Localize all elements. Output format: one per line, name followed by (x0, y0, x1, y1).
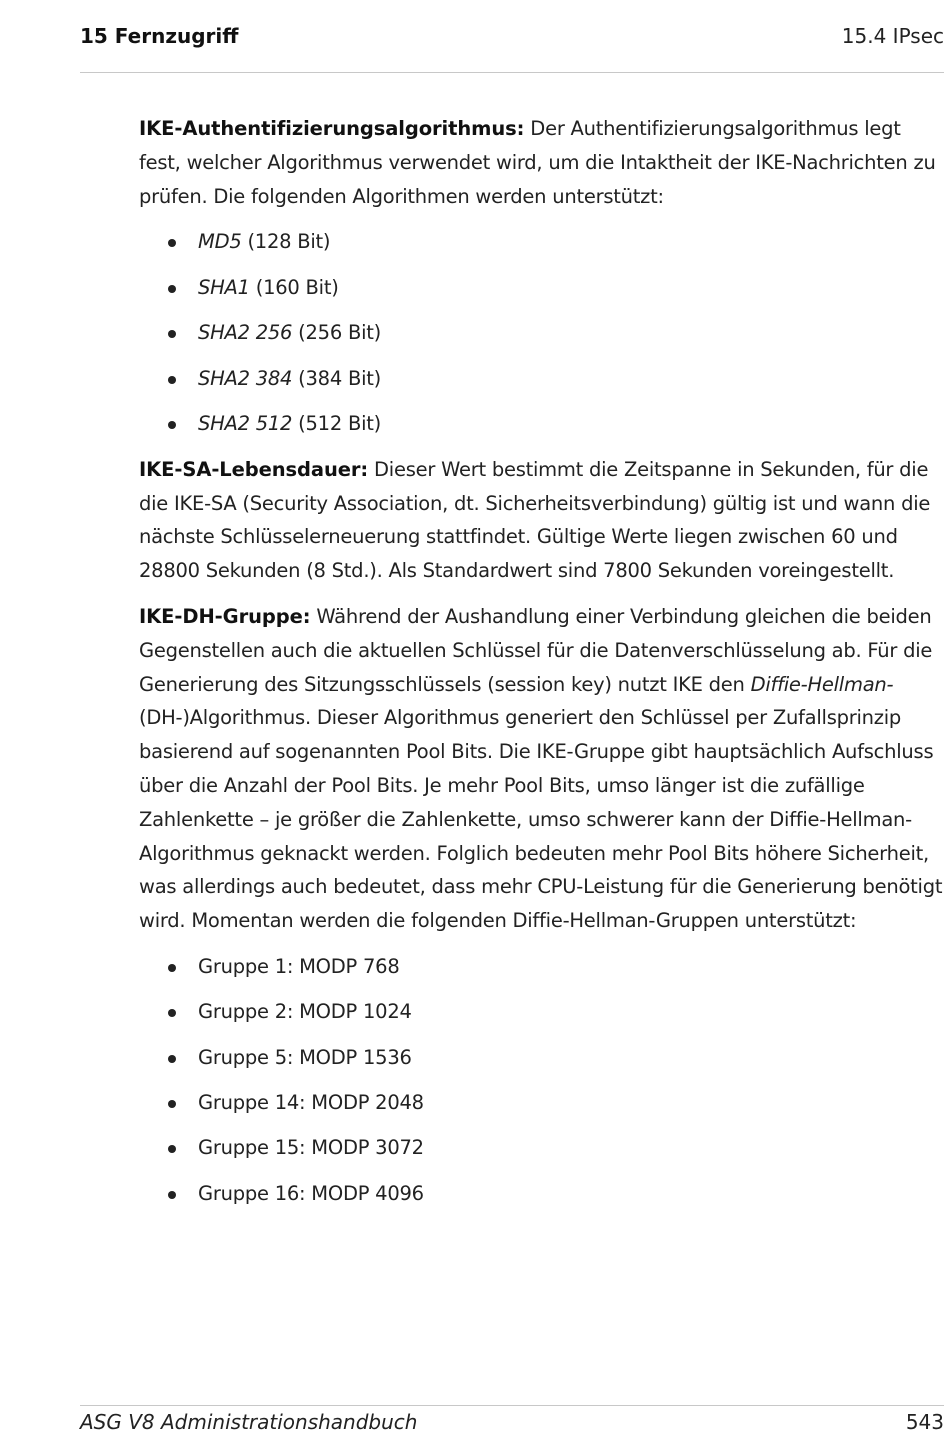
bullet-icon (168, 964, 176, 972)
list-item (139, 950, 945, 984)
auth-algorithm-term: IKE-Authentifizierungsalgorithmus: (139, 117, 525, 140)
list-item (139, 1086, 945, 1120)
dh-group-paragraph (139, 600, 945, 938)
algorithm-detail: (128 Bit) (241, 230, 331, 254)
algorithm-detail: (256 Bit) (292, 321, 381, 345)
list-item (139, 1041, 945, 1075)
dh-group-item: Gruppe 2: MODP 1024 (198, 1000, 412, 1024)
auth-algorithm-text: Der Authentifizierungsalgorithmus legt fest, welcher Algorithmus verwendet wird, um die Intaktheit der IKE-Nachrichten zu prüfen. Die folgenden Algorithmen werden unterstützt: (139, 117, 936, 208)
algorithm-name: MD5 (198, 230, 242, 254)
bullet-icon (168, 1055, 176, 1063)
algorithm-name: SHA2 384 (198, 366, 293, 390)
sa-lifetime-paragraph (139, 453, 945, 588)
algorithm-name: SHA2 256 (198, 321, 293, 345)
bullet-icon (168, 1009, 176, 1017)
list-item (139, 1177, 945, 1211)
list-item (139, 995, 945, 1029)
chapter-title: 15 Fernzugriff (80, 24, 239, 48)
dh-group-item: Gruppe 16: MODP 4096 (198, 1181, 424, 1205)
auth-algorithm-list (139, 225, 945, 440)
bullet-icon (168, 1145, 176, 1153)
dh-group-item: Gruppe 14: MODP 2048 (198, 1091, 424, 1115)
page-content (139, 112, 945, 1223)
section-title: 15.4 IPsec (841, 24, 944, 48)
list-item (139, 225, 945, 259)
page-number: 543 (905, 1410, 944, 1434)
list-item (139, 407, 945, 441)
dh-group-text-after: (DH-)Algorithmus. Dieser Algorithmus generiert den Schlüssel per Zufallsprinzip basierend auf sogenannten Pool Bits. Die IKE-Gruppe gibt hauptsächlich Aufschluss über die Anzahl der Pool Bits. Je mehr Pool Bits, umso länger ist die zufällige Zahlenkette – je größer die Zahlenkette, umso schwerer kann der Diffie-Hellman-Algorithmus geknackt werden. Folglich bedeuten mehr Pool Bits höhere Sicherheit, was allerdings auch bedeutet, dass mehr CPU-Leistung für die Generierung benötigt wird. Momentan werden die folgenden Diffie-Hellman-Gruppen unterstützt: (139, 706, 943, 933)
dh-group-text-italic: Diffie-Hellman- (750, 672, 894, 696)
sa-lifetime-text: Dieser Wert bestimmt die Zeitspanne in Sekunden, für die die IKE-SA (Security Association, dt. Sicherheitsverbindung) gültig ist und wann die nächste Schlüsselerneuerung stattfindet. Gültige Werte liegen zwischen 60 und 28800 Sekunden (8 Std.). Als Standardwert sind 7800 Sekunden voreingestellt. (139, 457, 931, 583)
bullet-icon (168, 330, 176, 338)
header-divider (80, 72, 944, 73)
list-item (139, 1131, 945, 1165)
page-header (80, 24, 944, 56)
algorithm-detail: (512 Bit) (292, 411, 381, 435)
dh-group-item: Gruppe 1: MODP 768 (198, 954, 400, 978)
dh-group-item: Gruppe 5: MODP 1536 (198, 1045, 412, 1069)
algorithm-name: SHA1 (198, 275, 250, 299)
bullet-icon (168, 239, 176, 247)
page-footer (80, 1405, 944, 1436)
dh-group-term: IKE-DH-Gruppe: (139, 604, 311, 628)
sa-lifetime-term: IKE-SA-Lebensdauer: (139, 457, 369, 481)
bullet-icon (168, 1191, 176, 1199)
algorithm-name: SHA2 512 (198, 411, 293, 435)
auth-algorithm-paragraph (139, 112, 945, 213)
algorithm-detail: (160 Bit) (249, 275, 339, 299)
bullet-icon (168, 285, 176, 293)
bullet-icon (168, 1100, 176, 1108)
list-item (139, 316, 945, 350)
algorithm-detail: (384 Bit) (292, 366, 381, 390)
dh-group-item: Gruppe 15: MODP 3072 (198, 1136, 424, 1160)
dh-group-list (139, 950, 945, 1211)
bullet-icon (168, 376, 176, 384)
bullet-icon (168, 421, 176, 429)
list-item (139, 271, 945, 305)
list-item (139, 362, 945, 396)
dh-group-text-before: Während der Aushandlung einer Verbindung gleichen die beiden Gegenstellen auch die aktuellen Schlüssel für die Datenverschlüsselung ab. Für die Generierung des Sitzungsschlüssels (session key) nutzt IKE den (139, 604, 933, 696)
manual-title: ASG V8 Administrationshandbuch (80, 1410, 418, 1434)
